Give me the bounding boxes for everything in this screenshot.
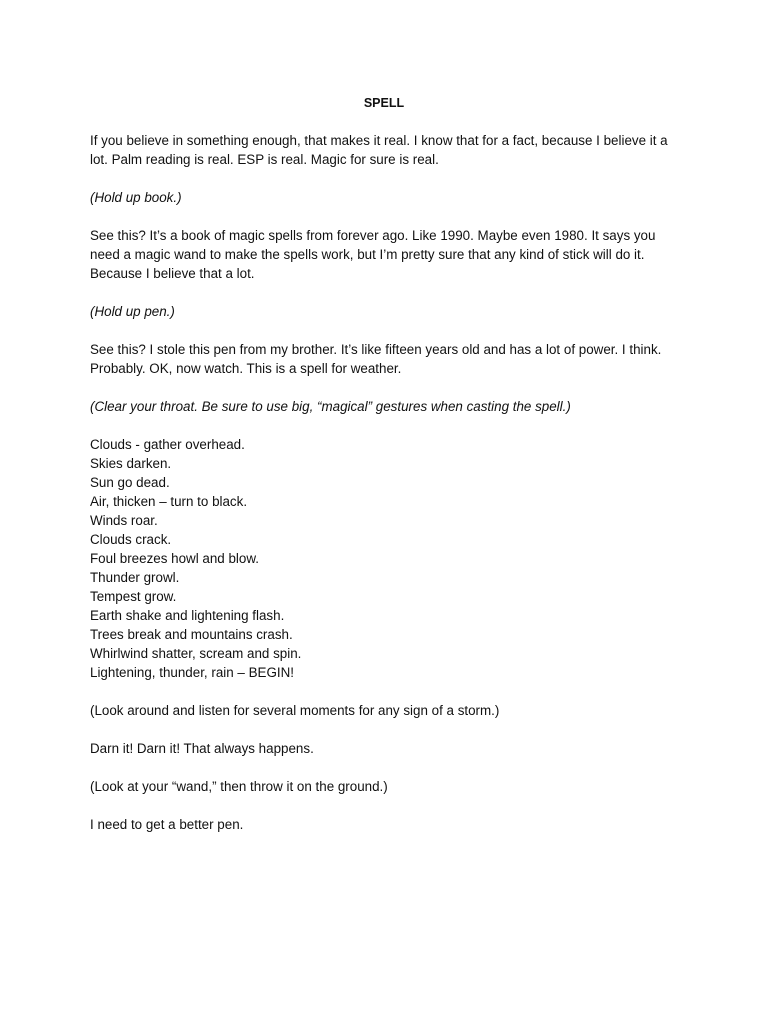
- paragraph-book: See this? It’s a book of magic spells from forever ago. Like 1990. Maybe even 1980. It says you need a magic wand to make the spells work, but I’m pretty sure that any kind of stick will do it. Because I believe that a lot.: [90, 228, 660, 281]
- paragraph-darn-it: Darn it! Darn it! That always happens.: [90, 741, 314, 756]
- spell-line: Thunder growl.: [90, 570, 180, 585]
- spell-line: Sun go dead.: [90, 475, 170, 490]
- spell-line: Clouds crack.: [90, 532, 172, 547]
- stage-direction-pen: (Hold up pen.): [90, 304, 175, 319]
- spell-line: Lightening, thunder, rain – BEGIN!: [90, 665, 294, 680]
- spell-line: Skies darken.: [90, 456, 172, 471]
- stage-direction-book: (Hold up book.): [90, 190, 182, 205]
- spell-line: Winds roar.: [90, 513, 158, 528]
- spell-line: Foul breezes howl and blow.: [90, 551, 259, 566]
- spell-verse: [90, 435, 680, 682]
- spell-line: Air, thicken – turn to black.: [90, 494, 248, 509]
- spell-line: Whirlwind shatter, scream and spin.: [90, 646, 302, 661]
- spell-line: Earth shake and lightening flash.: [90, 608, 285, 623]
- paragraph-look-around: (Look around and listen for several moments for any sign of a storm.): [90, 703, 500, 718]
- document-body: [90, 131, 680, 853]
- spell-line: Tempest grow.: [90, 589, 177, 604]
- stage-direction-throat: (Clear your throat. Be sure to use big, “magical” gestures when casting the spell.): [90, 399, 571, 414]
- paragraph-better-pen: I need to get a better pen.: [90, 817, 244, 832]
- spell-line: Clouds - gather overhead.: [90, 437, 245, 452]
- document-title: SPELL: [363, 96, 405, 110]
- spell-line: Trees break and mountains crash.: [90, 627, 293, 642]
- paragraph-pen: See this? I stole this pen from my brother. It’s like fifteen years old and has a lot of power. I think. Probably. OK, now watch. This is a spell for weather.: [90, 342, 666, 376]
- paragraph-throw-wand: (Look at your “wand,” then throw it on the ground.): [90, 779, 388, 794]
- paragraph-intro: If you believe in something enough, that makes it real. I know that for a fact, because I believe it a lot. Palm reading is real. ESP is real. Magic for sure is real.: [90, 133, 672, 167]
